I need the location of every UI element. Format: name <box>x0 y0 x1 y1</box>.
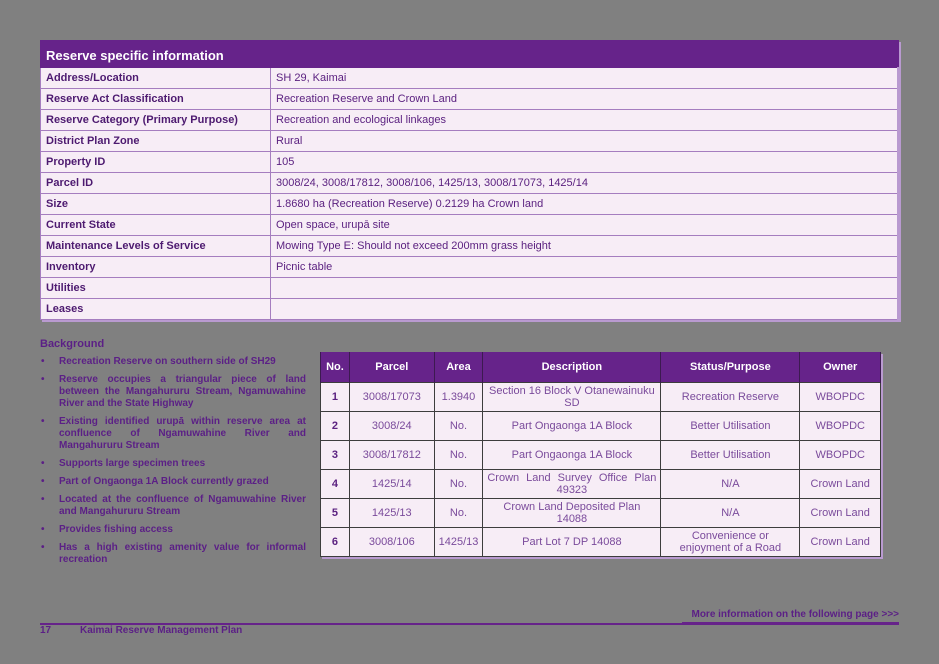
background-item-text: Recreation Reserve on southern side of SH29 <box>59 356 276 367</box>
cell-owner: Crown Land <box>800 528 881 557</box>
info-row-inventory <box>41 257 899 278</box>
background-section <box>40 338 306 572</box>
cell-parcel: 3008/24 <box>349 412 434 441</box>
cell-area: No. <box>434 499 483 528</box>
cell-description: Crown Land Survey Office Plan 49323 <box>483 470 661 499</box>
info-row-maintenance <box>41 236 899 257</box>
cell-status: N/A <box>661 470 800 499</box>
background-item-text: Part of Ongaonga 1A Block currently grazed <box>59 476 269 487</box>
background-item-text: Reserve occupies a triangular piece of land between the Mangahururu Stream, Ngamuwahine River and the State Highway <box>59 374 306 409</box>
cell-parcel: 3008/106 <box>349 528 434 557</box>
info-label: District Plan Zone <box>41 131 271 152</box>
column-header-owner: Owner <box>800 352 881 383</box>
bullet-icon: • <box>41 356 45 367</box>
info-label: Size <box>41 194 271 215</box>
cell-description: Crown Land Deposited Plan 14088 <box>483 499 661 528</box>
column-header-status: Status/Purpose <box>661 352 800 383</box>
cell-area: No. <box>434 470 483 499</box>
cell-description: Part Ongaonga 1A Block <box>483 412 661 441</box>
cell-no: 2 <box>321 412 350 441</box>
info-label: Inventory <box>41 257 271 278</box>
cell-owner: WBOPDC <box>800 441 881 470</box>
info-label: Current State <box>41 215 271 236</box>
cell-status: Convenience or enjoyment of a Road <box>661 528 800 557</box>
cell-no: 3 <box>321 441 350 470</box>
bullet-icon: • <box>41 416 45 427</box>
info-row-current-state <box>41 215 899 236</box>
background-item-text: Located at the confluence of Ngamuwahine River and Mangahururu Stream <box>59 494 306 517</box>
cell-area: 1.3940 <box>434 383 483 412</box>
cell-status: Better Utilisation <box>661 441 800 470</box>
info-value: 1.8680 ha (Recreation Reserve) 0.2129 ha Crown land <box>271 194 899 215</box>
background-item-text: Supports large specimen trees <box>59 458 206 469</box>
info-value: Recreation and ecological linkages <box>271 110 899 131</box>
cell-no: 1 <box>321 383 350 412</box>
more-info-link[interactable]: More information on the following page >>> <box>691 609 899 620</box>
background-heading: Background <box>40 338 105 350</box>
cell-no: 5 <box>321 499 350 528</box>
info-value: SH 29, Kaimai <box>271 68 899 89</box>
table-row <box>321 499 881 528</box>
info-row-zone <box>41 131 899 152</box>
info-value: Recreation Reserve and Crown Land <box>271 89 899 110</box>
info-label: Property ID <box>41 152 271 173</box>
cell-description: Part Lot 7 DP 14088 <box>483 528 661 557</box>
page-number: 17 <box>40 625 52 636</box>
parcel-table <box>320 352 881 557</box>
background-item <box>40 524 306 536</box>
cell-parcel: 1425/13 <box>349 499 434 528</box>
document-title: Kaimai Reserve Management Plan <box>80 625 243 636</box>
info-row-address <box>41 68 899 89</box>
info-label: Reserve Category (Primary Purpose) <box>41 110 271 131</box>
info-row-size <box>41 194 899 215</box>
bullet-icon: • <box>41 374 45 385</box>
table-row <box>321 528 881 557</box>
background-item-text: Existing identified urupā within reserve area at confluence of Ngamuwahine River and Mangahururu Stream <box>59 416 306 451</box>
bullet-icon: • <box>41 542 45 553</box>
background-item <box>40 416 306 452</box>
table-row <box>321 470 881 499</box>
background-item-text: Has a high existing amenity value for informal recreation <box>59 542 306 565</box>
info-value <box>271 299 899 320</box>
background-item <box>40 542 306 566</box>
bullet-icon: • <box>41 524 45 535</box>
info-value <box>271 278 899 299</box>
info-value: Picnic table <box>271 257 899 278</box>
info-row-utilities <box>41 278 899 299</box>
column-header-parcel: Parcel <box>349 352 434 383</box>
column-header-no: No. <box>321 352 350 383</box>
info-label: Leases <box>41 299 271 320</box>
info-label: Utilities <box>41 278 271 299</box>
cell-no: 6 <box>321 528 350 557</box>
cell-owner: WBOPDC <box>800 412 881 441</box>
background-list <box>40 356 306 566</box>
bullet-icon: • <box>41 458 45 469</box>
table-row <box>321 383 881 412</box>
background-item <box>40 458 306 470</box>
background-item <box>40 356 306 368</box>
background-item <box>40 476 306 488</box>
cell-owner: Crown Land <box>800 470 881 499</box>
info-row-parcel-id <box>41 173 899 194</box>
table-row <box>321 412 881 441</box>
info-label: Reserve Act Classification <box>41 89 271 110</box>
info-value: Rural <box>271 131 899 152</box>
bullet-icon: • <box>41 494 45 505</box>
cell-status: Recreation Reserve <box>661 383 800 412</box>
column-header-description: Description <box>483 352 661 383</box>
cell-owner: Crown Land <box>800 499 881 528</box>
info-value: Open space, urupā site <box>271 215 899 236</box>
cell-owner: WBOPDC <box>800 383 881 412</box>
cell-area: 1425/13 <box>434 528 483 557</box>
info-value: 105 <box>271 152 899 173</box>
cell-no: 4 <box>321 470 350 499</box>
bullet-icon: • <box>41 476 45 487</box>
info-label: Maintenance Levels of Service <box>41 236 271 257</box>
cell-description: Part Ongaonga 1A Block <box>483 441 661 470</box>
cell-area: No. <box>434 412 483 441</box>
cell-description: Section 16 Block V Otanewainuku SD <box>483 383 661 412</box>
info-row-leases <box>41 299 899 320</box>
info-row-category <box>41 110 899 131</box>
info-value: 3008/24, 3008/17812, 3008/106, 1425/13, 3008/17073, 1425/14 <box>271 173 899 194</box>
cell-parcel: 1425/14 <box>349 470 434 499</box>
cell-status: Better Utilisation <box>661 412 800 441</box>
background-item <box>40 494 306 518</box>
cell-area: No. <box>434 441 483 470</box>
cell-parcel: 3008/17073 <box>349 383 434 412</box>
info-label: Parcel ID <box>41 173 271 194</box>
info-value: Mowing Type E: Should not exceed 200mm grass height <box>271 236 899 257</box>
cell-parcel: 3008/17812 <box>349 441 434 470</box>
table-row <box>321 441 881 470</box>
reserve-info-table <box>40 40 899 320</box>
info-label: Address/Location <box>41 68 271 89</box>
info-row-property-id <box>41 152 899 173</box>
column-header-area: Area <box>434 352 483 383</box>
info-row-classification <box>41 89 899 110</box>
reserve-info-title: Reserve specific information <box>41 41 899 68</box>
parcel-table-header <box>321 352 881 383</box>
cell-status: N/A <box>661 499 800 528</box>
background-item <box>40 374 306 410</box>
background-item-text: Provides fishing access <box>59 524 173 535</box>
